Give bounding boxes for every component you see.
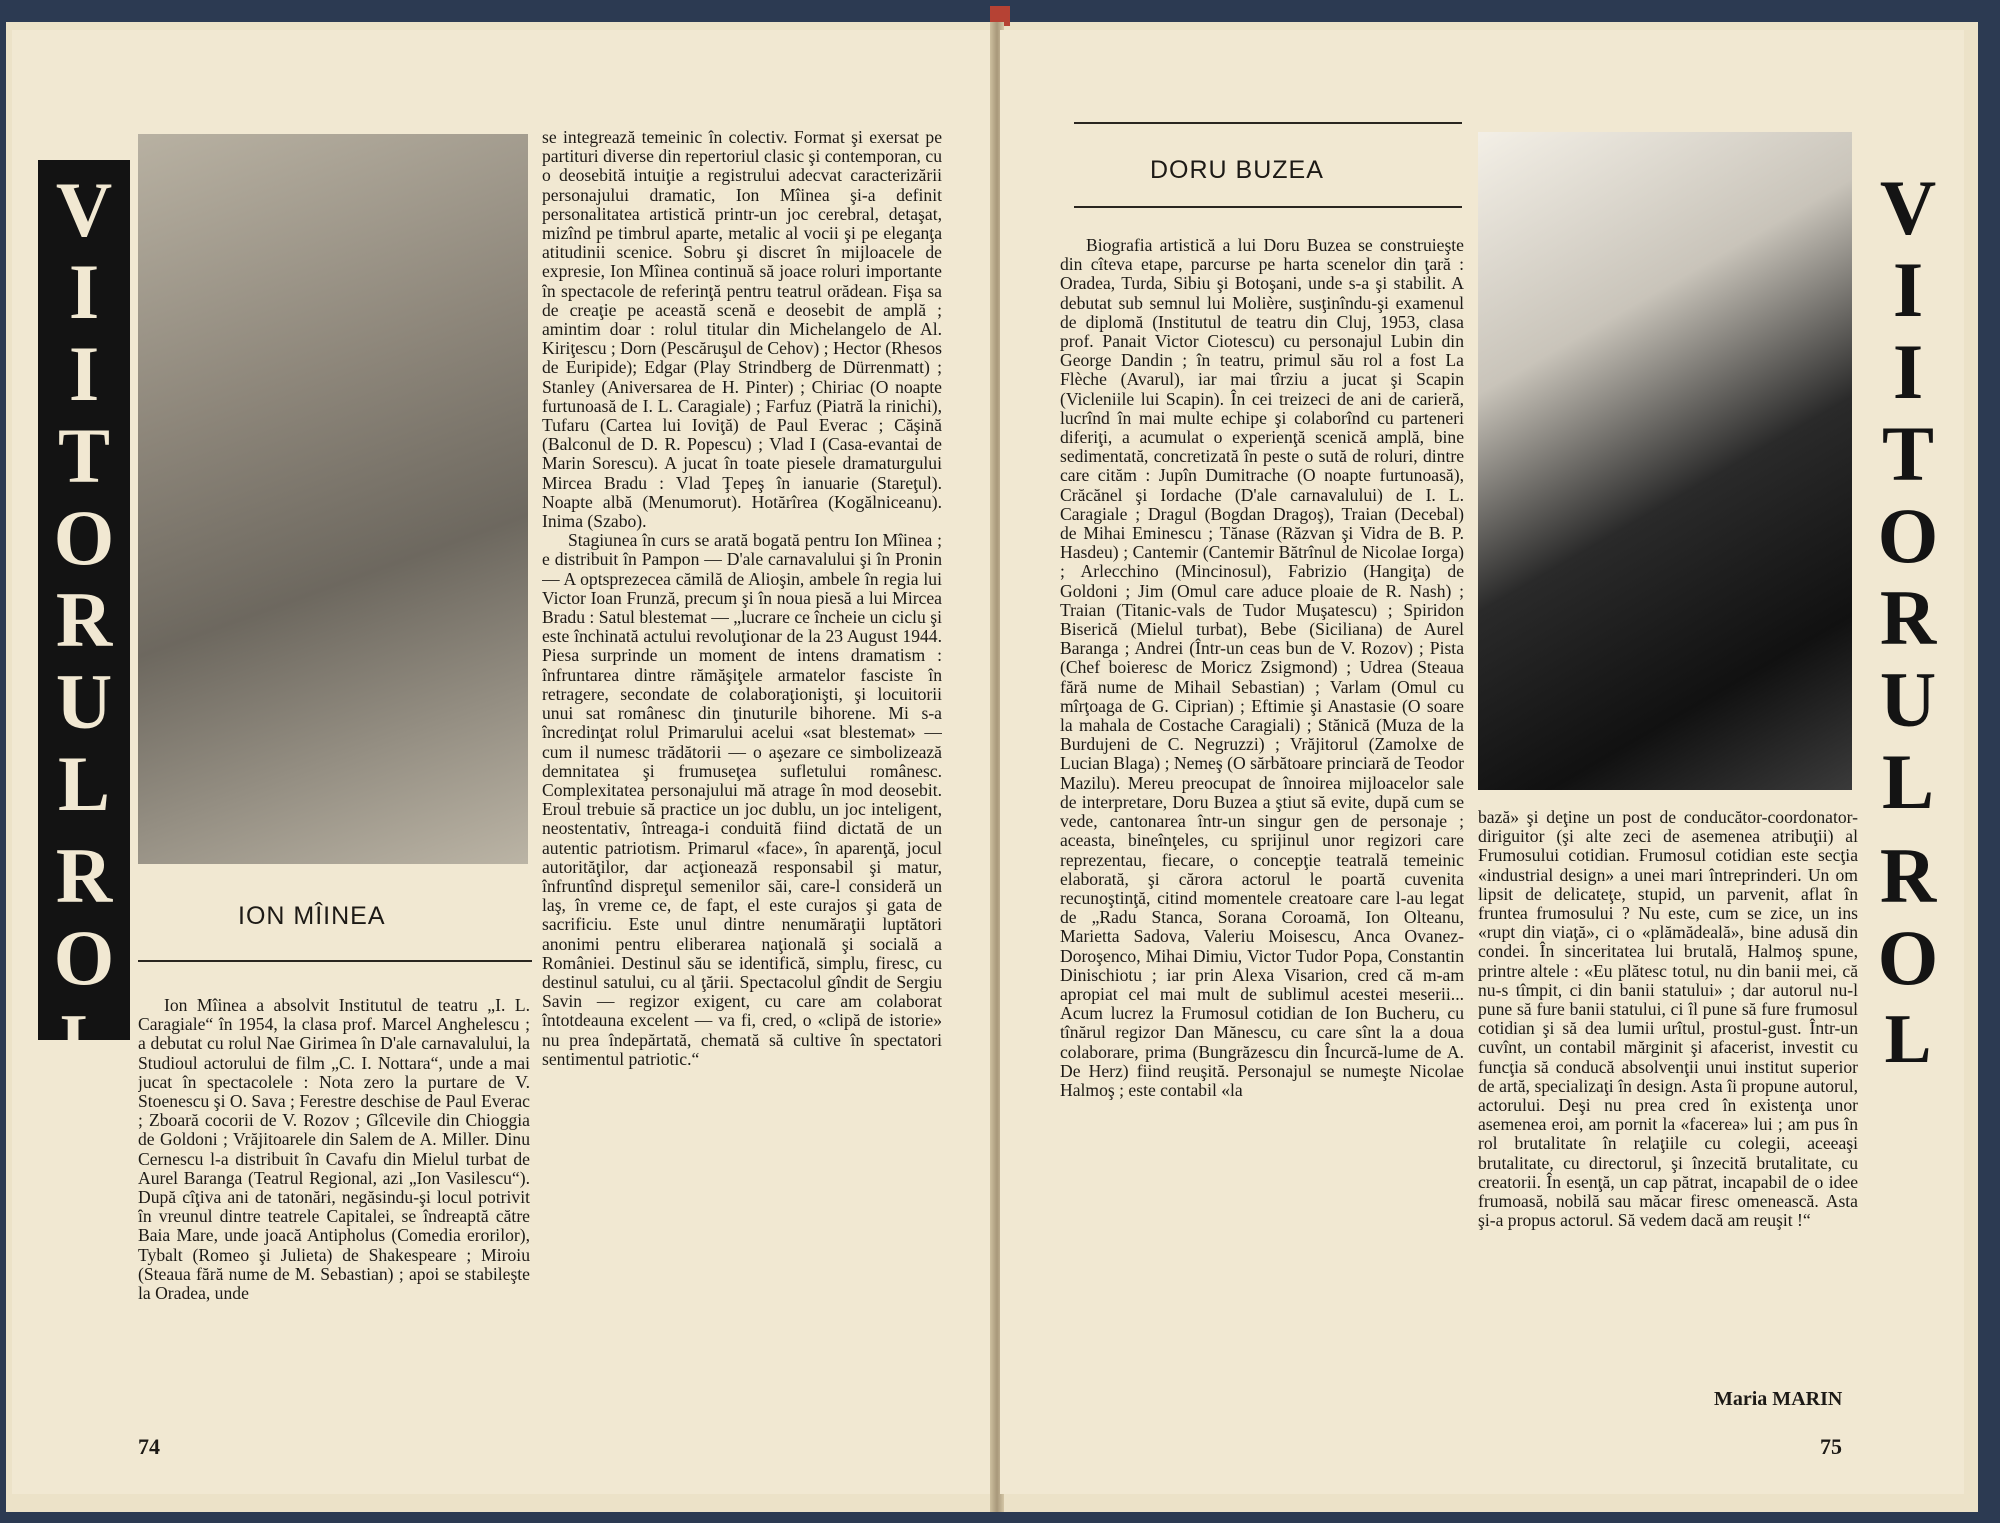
column-2-paragraph-2: Stagiunea în curs se arată bogată pentru Ion Mîinea ; e distribuit în Pampon — D'ale carnavalului şi în Pronin — A optsprezecea cămilă de Alioşin, ambele în regia lui Victor Ioan Frunză, precum şi în noua piesă a lui Mircea Bradu : Satul blestemat — „lucrare ce încheie un ciclu şi este închinată actului revoluţionar de la 23 August 1944. Piesa surprinde un moment de intens dramatism : înfruntarea dintre rămăşiţele armatelor fasciste în retragere, secondate de colaboraţionişti, şi locuitorii unui sat românesc din ţinuturile bihorene. Mi s-a încredinţat rolul Primarului acelui «sat blestemat» — cum il numesc trădătorii — o aşezare ce simbolizează demnitatea şi frumuseţea sufletului românesc. Complexitatea personajului mă atrage în mod deosebit. Eroul trebuie să practice un joc dublu, un joc inteligent, neostentativ, întreaga-i conduită fiind dictată de un autentic patriotism. Primarul «face», în aparenţă, jocul autorităţilor, dar acţionează responsabil şi matur, înfruntînd dispreţul semenilor săi, care-l consideră un laş, în vreme ce, de fapt, el este curajos şi gata de sacrificiu. Este unul dintre nenumăraţii luptători anonimi pentru eliberarea naţională şi socială a României. Destinul său se identifică, simplu, firesc, cu destinul satului, cu al ţării. Spectacolul gîndit de Sergiu Savin — regizor exigent, cu care am colaborat întotdeauna excelent — va fi, cred, o «clipă de istorie» nu prea îndepărtată, chemată să cultive în spectatori sentimentul patriotic.“ xyxy=(542,530,942,1069)
name-underline xyxy=(138,960,532,962)
actor-name: DORU BUZEA xyxy=(1150,156,1324,184)
right-page xyxy=(1000,30,1964,1494)
biography-column-1: Biografia artistică a lui Doru Buzea se construieşte din cîteva etape, parcurse pe harta scenelor din ţară : Oradea, Turda, Sibiu şi Botoşani, unde s-a şi stabilit. A debutat sub semnul lui Molière, susţinîndu-şi examenul de diplomă (Institutul de teatru din Cluj, 1953, clasa prof. Panait Victor Ciotescu) cu personajul Lubin din George Dandin ; în teatru, primul său rol a fost La Flèche (Avarul), iar mai tîrziu a jucat şi Scapin (Vicleniile lui Scapin). În cei treizeci de ani de carieră, lucrînd în mai multe echipe şi colaborînd cu parteneri diferiţi, a acumulat o experienţă scenică amplă, bine sedimentată, concretizată în peste o sută de roluri, dintre care cităm : Jupîn Dumitrache (O noapte furtunoasă), Crăcănel şi Iordache (D'ale carnavalului) de I. L. Caragiale ; Dragul (Bogdan Dragoş), Traian (Decebal) de Mihai Eminescu ; Tănase (Răzvan şi Vidra de B. P. Hasdeu) ; Cantemir (Cantemir Bătrînul de Nicolae Iorga) ; Arlecchino (Mincinosul), Fabrizio (Hangiţa) de Goldoni ; Jim (Omul care aduce ploaie de R. Nash) ; Traian (Titanic-vals de Tudor Muşatescu) ; Spiridon Biserică (Mielul turbat), Bebe (Siciliana) de Aurel Baranga ; Andrei (Într-un ceas bun de V. Rozov) ; Pista (Chef boieresc de Moricz Zsigmond) ; Udrea (Steaua fără nume de Mihail Sebastian) ; Varlam (Omul cu mîrţoaga de G. Ciprian) ; Eftimie şi Anastasie (O soare la mahala de Costache Caragiali) ; Stănică (Muza de la Burdujeni de C. Negruzzi) ; Vrăjitorul (Zamolxe de Lucian Blaga) ; Nemeş (O sărbătoare princiară de Teodor Mazilu). Mereu preocupat de înnoirea mijloacelor sale de interpretare, Doru Buzea a ştiut să evite, după cum se vede, cantonarea într-un singur gen de personaje ; aceasta, bineînţeles, cu sprijinul unor regizori care reprezentau, fiecare, o concepţie teatrală temeinic elaborată, şi cărora actorul le poartă cuvenita recunoştinţă, citind momentele creatoare care l-au legat de „Radu Stanca, Sorana Coroamă, Ion Olteanu, Marietta Sadova, Valeriu Moisescu, Anca Ovanez-Doroşenco, Mihai Dimiu, Victor Tudor Popa, Constantin Dinischiotu ; iar prin Alexa Visarion, cred că m-am apropiat cel mai mult de sublimul acestei meserii... Acum lucrez la Frumosul cotidian de Ion Bucheru, cu tînărul regizor Dan Mănescu, cu care sînt la a doua colaborare, prima (Bungrăzescu din Încurcă-lume de A. De Herz) fiind reuşită. Personajul se numeşte Nicolae Halmoş ; este contabil «la xyxy=(1060,236,1464,1100)
column-2-paragraph-1: se integrează temeinic în colectiv. Format şi exersat pe partituri diverse din repertoriul clasic şi contemporan, cu o deosebită intuiţie a registrului adecvat caracterizării personajului dramatic, Ion Mîinea şi-a definit personalitatea artistică printr-un joc cerebral, detaşat, mizînd pe timbrul aparte, metalic al vocii şi pe eleganţa atitudinii scenice. Sobru şi discret în mijloacele de expresie, Ion Mîinea continuă să joace roluri importante în spectacole de referinţă pentru teatrul orădean. Fişa sa de creaţie pe această scenă e deosebit de amplă ; amintim doar : rolul titular din Michelangelo de Al. Kiriţescu ; Dorn (Pescăruşul de Cehov) ; Hector (Rhesos de Euripide); Edgar (Play Strindberg de Dürrenmatt) ; Stanley (Aniversarea de H. Pinter) ; Chiriac (O noapte furtunoasă de I. L. Caragiale) ; Farfuz (Piatră la rinichi), Tufaru (Cartea lui Ioviţă) de Paul Everac ; Căşină (Balconul de D. R. Popescu) ; Vlad I (Casa-evantai de Marin Sorescu). A jucat în toate piesele dramaturgului Mircea Bradu : Vlad Ţepeş în ianuarie (Stareţul). Noapte albă (Menumorut). Hotărîrea (Kogălniceanu). Inima (Szabo). xyxy=(542,128,942,532)
portrait-photo-ion-miinea xyxy=(138,134,528,864)
page-number: 75 xyxy=(1820,1434,1842,1459)
page-number: 74 xyxy=(138,1434,160,1459)
vertical-title-right: V I I T O R U L R O L xyxy=(1877,164,1939,1078)
vertical-title-left: V I I T O R U L R O L xyxy=(38,160,130,1040)
biography-column-2 xyxy=(542,128,942,1408)
biography-column-2: bază» şi deţine un post de conducător-coordonator-diriguitor (şi alte zeci de asemenea atribuţii) al Frumosului cotidian. Frumosul cotidian este secţia «industrial design» a unei mari întreprinderi. Un om lipsit de delicateţe, stupid, un parvenit, aflat în fruntea frumosului ? Nu este, cum se zice, un ins «rupt din viaţă», ci o «plămădeală», bine adusă din condei. În sinceritatea lui brutală, Halmoş spune, printre altele : «Eu plătesc totul, nu din banii mei, că nu-s tîmpit, ci din banii statului» ; dar autorul nu-l pune să fure banii statului, ci îl pune să fure frumosul cotidian şi să dea lumii urîtul, prostul-gust. Într-un cuvînt, un contabil mărginit şi afacerist, investit cu funcţia să conducă absolvenţii unui institut superior de artă, specializaţi în design. Asta îi propune autorul, actorului. Deşi nu prea cred în existenţa unor asemenea eroi, am pornit la «facerea» lui ; am pus în rol brutalitate în relaţiile cu colegii, aceeaşi brutalitate, cu directorul, şi înzecită brutalitate, cu creatorii. În esenţă, un cap pătrat, incapabil de o idee frumoasă, nobilă sau măcar firesc omenească. Asta şi-a propus actorul. Să vedem dacă am reuşit !“ xyxy=(1478,808,1858,1231)
name-underline xyxy=(1074,206,1462,208)
biography-column-1: Ion Mîinea a absolvit Institutul de teatru „I. L. Caragiale“ în 1954, la clasa prof. Marcel Anghelescu ; a debutat cu rolul Nae Girimea în D'ale carnavalului, la Studioul actorului de film „C. I. Nottara“, unde a mai jucat în spectacolele : Nota zero la purtare de V. Stoenescu şi O. Sava ; Ferestre deschise de Paul Everac ; Zboară cocorii de V. Rozov ; Gîlcevile din Chioggia de Goldoni ; Vrăjitoarele din Salem de A. Miller. Dinu Cernescu l-a distribuit în Cavafu din Mielul turbat de Aurel Baranga (Teatrul Regional, azi „Ion Vasilescu“). După cîţiva ani de tatonări, negăsindu-şi locul potrivit în vreunul dintre teatrele Capitalei, se îndreaptă către Baia Mare, unde joacă Antipholus (Comedia erorilor), Tybalt (Romeo şi Julieta) de Shakespeare ; Miroiu (Steaua fără nume de M. Sebastian) ; apoi se stabileşte la Oradea, unde xyxy=(138,996,530,1304)
name-topline xyxy=(1074,122,1462,124)
author-signature: Maria MARIN xyxy=(1714,1388,1843,1410)
portrait-photo-doru-buzea xyxy=(1478,132,1852,790)
left-page xyxy=(12,30,996,1494)
actor-name: ION MÎINEA xyxy=(238,902,386,930)
